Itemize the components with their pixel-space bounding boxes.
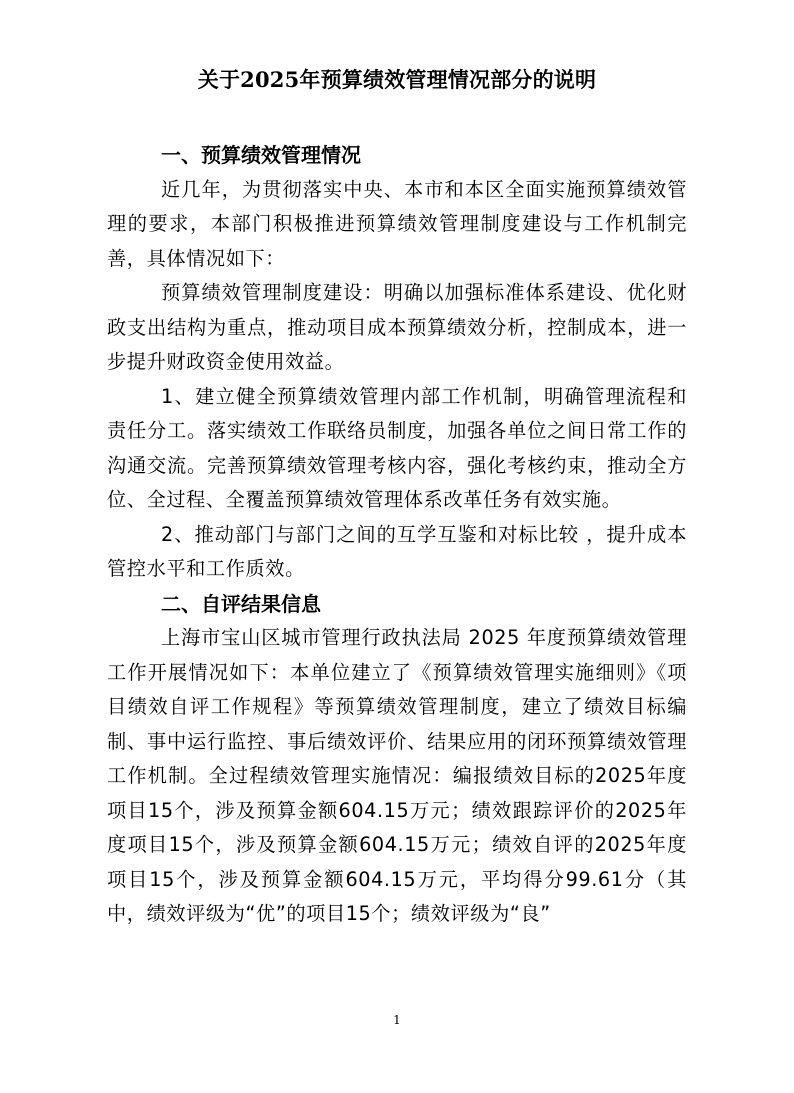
section-heading-budget-performance: 一、预算绩效管理情况 bbox=[161, 143, 361, 167]
paragraph: 1、建立健全预算绩效管理内部工作机制，明确管理流程和责任分工。落实绩效工作联络员制度，加强各单位之间日常工作的沟通交流。完善预算绩效管理考核内容，强化考核约束，推动全方位、全过程、全覆盖预算绩效管理体系改革任务有效实施。 bbox=[107, 384, 687, 511]
paragraph: 2、推动部门与部门之间的互学互鉴和对标比较 ，提升成本管控水平和工作质效。 bbox=[107, 522, 687, 580]
section-heading-self-evaluation: 二、自评结果信息 bbox=[161, 591, 321, 616]
paragraph: 预算绩效管理制度建设：明确以加强标准体系建设、优化财政支出结构为重点，推动项目成本预算绩效分析，控制成本，进一步提升财政资金使用效益。 bbox=[107, 281, 687, 373]
document-body bbox=[107, 138, 687, 932]
paragraph: 上海市宝山区城市管理行政执法局 2025 年度预算绩效管理工作开展情况如下：本单位建立了《预算绩效管理实施细则》《项目绩效自评工作规程》等预算绩效管理制度，建立了绩效目标编制、事中运行监控、事后绩效评价、结果应用的闭环预算绩效管理工作机制。全过程绩效管理实施情况：编报绩效目标的2025年度项目15个，涉及预算金额604.15万元；绩效跟踪评价的2025年度项目15个，涉及预算金额604.15万元；绩效自评的2025年度项目15个，涉及预算金额604.15万元，平均得分99.61分（其中，绩效评级为“优”的项目15个；绩效评级为“良” bbox=[107, 626, 687, 925]
paragraph: 近几年，为贯彻落实中央、本市和本区全面实施预算绩效管理的要求，本部门积极推进预算绩效管理制度建设与工作机制完善，具体情况如下： bbox=[107, 177, 687, 270]
page-number: 1 bbox=[393, 1013, 401, 1027]
document-title: 关于2025年预算绩效管理情况部分的说明 bbox=[197, 67, 597, 92]
